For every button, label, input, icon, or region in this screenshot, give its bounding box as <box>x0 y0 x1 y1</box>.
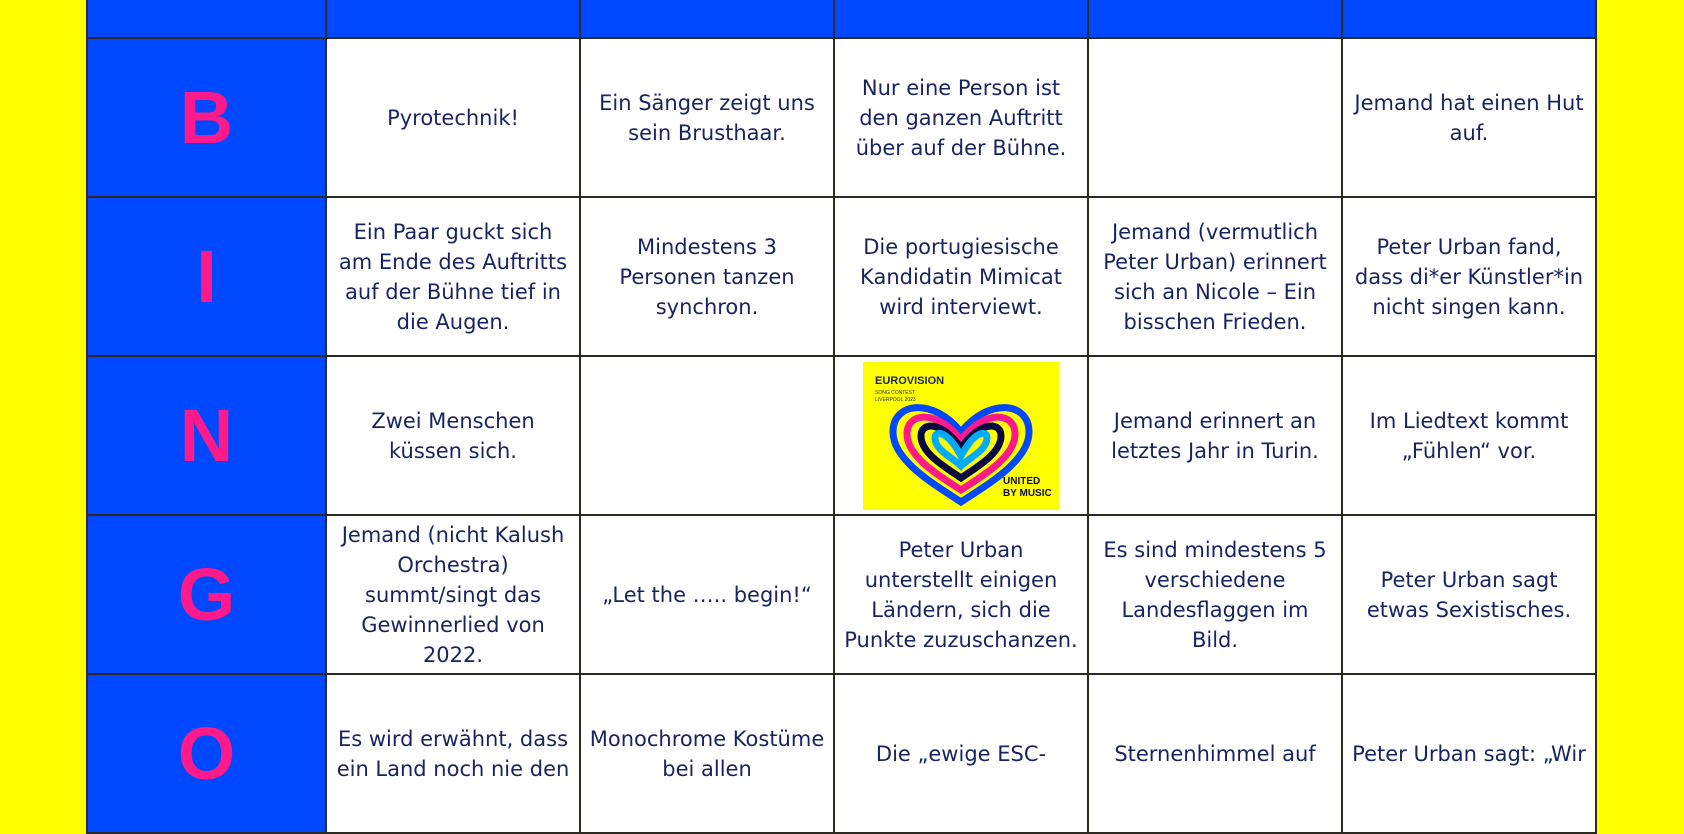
row-letter: G <box>177 552 236 636</box>
bingo-cell[interactable]: Es sind mindestens 5 verschiedene Landesflaggen im Bild. <box>1088 515 1342 674</box>
bingo-cell[interactable]: Nur eine Person ist den ganzen Auftritt über auf der Bühne. <box>834 38 1088 197</box>
bingo-cell[interactable]: Monochrome Kostüme bei allen <box>580 674 834 833</box>
row-letter-cell <box>87 674 326 833</box>
bingo-cell-empty[interactable] <box>580 356 834 515</box>
bingo-cell[interactable]: Peter Urban sagt etwas Sexistisches. <box>1342 515 1596 674</box>
header-letter-b <box>326 0 580 38</box>
bingo-cell[interactable]: Mindestens 3 Personen tanzen synchron. <box>580 197 834 356</box>
header-letter-i <box>580 0 834 38</box>
bingo-row-b <box>87 38 1596 197</box>
corner-cell <box>87 0 326 38</box>
row-letter-cell <box>87 197 326 356</box>
logo-brand: EUROVISION <box>875 374 945 387</box>
row-letter: B <box>179 75 234 159</box>
bingo-cell[interactable]: Zwei Menschen küssen sich. <box>326 356 580 515</box>
bingo-cell[interactable]: Es wird erwähnt, dass ein Land noch nie den <box>326 674 580 833</box>
row-letter: O <box>177 711 236 795</box>
bingo-row-i <box>87 197 1596 356</box>
free-space-cell[interactable] <box>834 356 1088 515</box>
bingo-row-g <box>87 515 1596 674</box>
bingo-board <box>86 0 1597 834</box>
logo-event: SONG CONTEST <box>875 389 916 396</box>
bingo-cell[interactable]: Die „ewige ESC- <box>834 674 1088 833</box>
bingo-cell[interactable]: Peter Urban fand, dass di*er Künstler*in nicht singen kann. <box>1342 197 1596 356</box>
logo-place: LIVERPOOL 2023 <box>875 396 916 403</box>
bingo-cell[interactable]: Im Liedtext kommt „Fühlen“ vor. <box>1342 356 1596 515</box>
bingo-cell[interactable]: Sternenhimmel auf <box>1088 674 1342 833</box>
row-letter-cell <box>87 38 326 197</box>
header-row <box>87 0 1596 38</box>
bingo-cell[interactable]: Jemand hat einen Hut auf. <box>1342 38 1596 197</box>
header-letter-o <box>1342 0 1596 38</box>
header-letter-n <box>834 0 1088 38</box>
bingo-cell[interactable]: „Let the ….. begin!“ <box>580 515 834 674</box>
row-letter: N <box>179 393 234 477</box>
bingo-cell[interactable]: Jemand (vermutlich Peter Urban) erinnert sich an Nicole – Ein bisschen Frieden. <box>1088 197 1342 356</box>
bingo-cell[interactable]: Ein Sänger zeigt uns sein Brusthaar. <box>580 38 834 197</box>
row-letter-cell <box>87 356 326 515</box>
row-letter-cell <box>87 515 326 674</box>
bingo-cell[interactable]: Jemand (nicht Kalush Orchestra) summt/singt das Gewinnerlied von 2022. <box>326 515 580 674</box>
bingo-cell[interactable]: Ein Paar guckt sich am Ende des Auftritts auf der Bühne tief in die Augen. <box>326 197 580 356</box>
bingo-cell[interactable]: Peter Urban unterstellt einigen Ländern, sich die Punkte zuzuschanzen. <box>834 515 1088 674</box>
header-letter-g <box>1088 0 1342 38</box>
eurovision-logo <box>863 362 1059 510</box>
bingo-row-n <box>87 356 1596 515</box>
logo-slogan-2: BY MUSIC <box>1003 487 1052 499</box>
logo-slogan-1: UNITED <box>1003 475 1041 487</box>
bingo-cell[interactable]: Jemand erinnert an letztes Jahr in Turin. <box>1088 356 1342 515</box>
bingo-cell[interactable]: Pyrotechnik! <box>326 38 580 197</box>
bingo-cell[interactable]: Peter Urban sagt: „Wir <box>1342 674 1596 833</box>
bingo-row-o <box>87 674 1596 833</box>
row-letter: I <box>196 234 217 318</box>
bingo-cell-empty[interactable] <box>1088 38 1342 197</box>
bingo-cell[interactable]: Die portugiesische Kandidatin Mimicat wird interviewt. <box>834 197 1088 356</box>
